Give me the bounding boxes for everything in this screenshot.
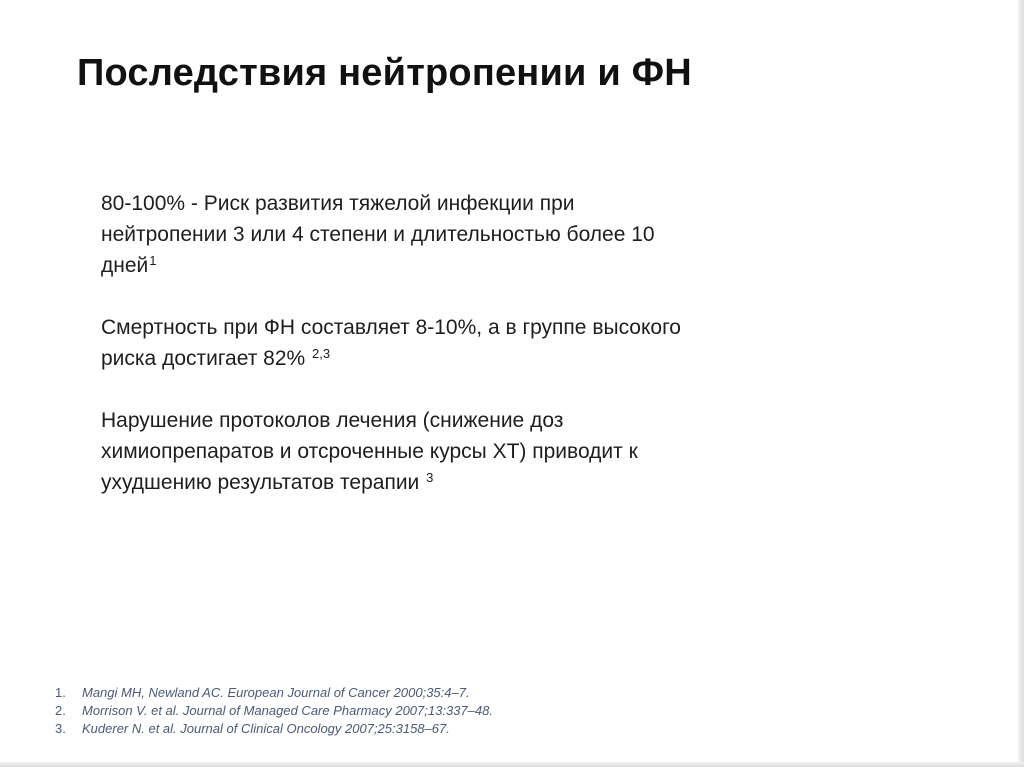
paragraph-line <box>101 467 861 498</box>
paragraph-mortality <box>101 312 861 374</box>
paragraph-line: нейтропении 3 или 4 степени и длительностью более 10 <box>101 223 655 246</box>
paragraph-line: Смертность при ФН составляет 8-10%, а в группе высокого <box>101 316 681 339</box>
reference-number: 2. <box>55 703 66 718</box>
paragraph-line <box>101 343 861 374</box>
citation-superscript: 2,3 <box>312 346 331 361</box>
slide-body <box>101 188 861 529</box>
reference-item <box>55 702 493 720</box>
reference-text: Mangi MH, Newland AC. European Journal of Cancer 2000;35:4–7. <box>82 685 470 700</box>
reference-text: Kuderer N. et al. Journal of Clinical Oncology 2007;25:3158–67. <box>82 721 450 736</box>
citation-superscript: 1 <box>149 253 157 268</box>
paragraph-line: 80-100% - Риск развития тяжелой инфекции при <box>101 192 575 215</box>
slide-edge-shadow-bottom <box>0 762 1024 767</box>
references-list <box>55 684 493 738</box>
citation-superscript: 3 <box>426 470 434 485</box>
paragraph-line-text: дней <box>101 254 149 277</box>
reference-item <box>55 684 493 702</box>
paragraph-line-text: риска достигает 82% <box>101 347 312 370</box>
paragraph-line-text: ухудшению результатов терапии <box>101 471 426 494</box>
slide-title: Последствия нейтропении и ФН <box>77 52 692 94</box>
reference-number: 3. <box>55 721 66 736</box>
paragraph-line <box>101 250 861 281</box>
reference-number: 1. <box>55 685 66 700</box>
reference-item <box>55 720 493 738</box>
paragraph-protocol-violation <box>101 405 861 498</box>
paragraph-line: химиопрепаратов и отсроченные курсы ХТ) приводит к <box>101 440 638 463</box>
paragraph-infection-risk <box>101 188 861 281</box>
slide-edge-shadow-right <box>1018 0 1024 767</box>
reference-text: Morrison V. et al. Journal of Managed Care Pharmacy 2007;13:337–48. <box>82 703 493 718</box>
paragraph-line: Нарушение протоколов лечения (снижение доз <box>101 409 564 432</box>
